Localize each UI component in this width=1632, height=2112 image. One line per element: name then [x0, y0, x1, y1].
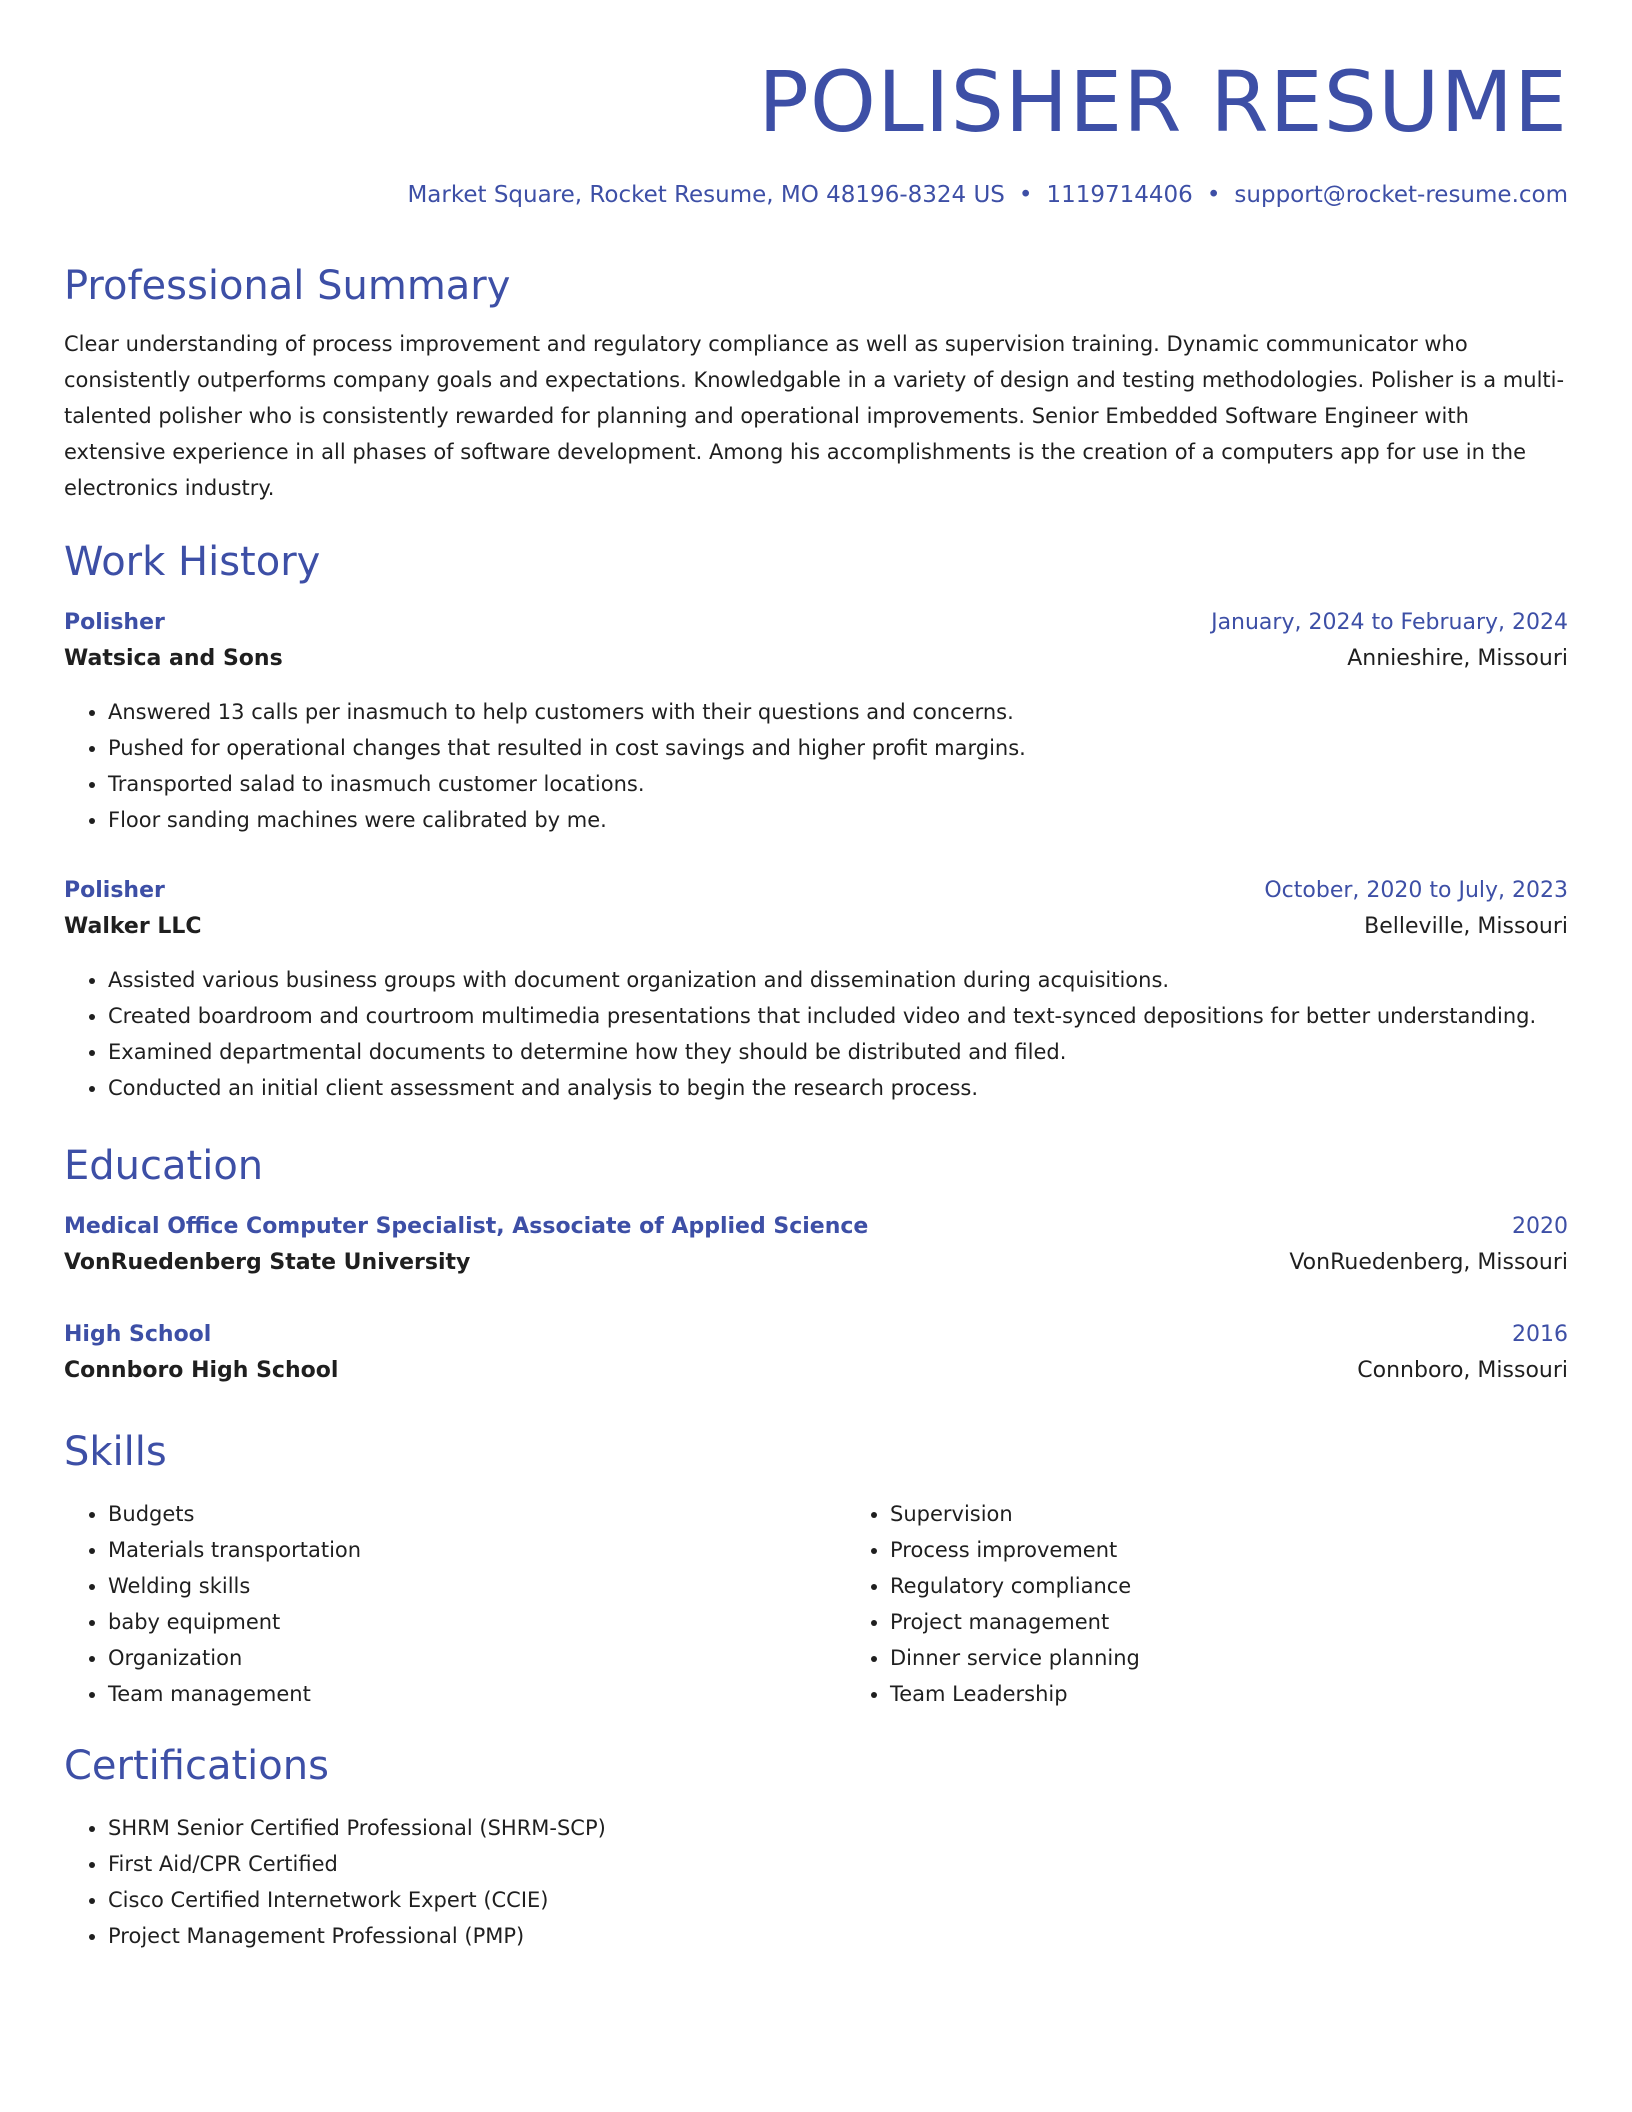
list-item: • Supervision [890, 1496, 1628, 1532]
job-location: Annieshire, Missouri [1347, 646, 1568, 671]
job-bullets [64, 962, 1568, 1106]
list-item: • Regulatory compliance [890, 1568, 1628, 1604]
education-school: VonRuedenberg State University [64, 1250, 471, 1275]
contact-email[interactable]: support@rocket-resume.com [1234, 182, 1568, 208]
work-history-heading: Work History [64, 539, 321, 585]
resume-title: POLISHER RESUME [758, 53, 1568, 151]
job-location: Belleville, Missouri [1364, 914, 1568, 939]
list-item: • Cisco Certified Internetwork Expert (CCIE) [108, 1882, 1568, 1918]
education-year: 2016 [1512, 1322, 1568, 1347]
list-item: • Examined departmental documents to determine how they should be distributed and filed. [108, 1034, 1568, 1070]
job-dates: October, 2020 to July, 2023 [1264, 878, 1568, 903]
list-item: • Process improvement [890, 1532, 1628, 1568]
education-degree: Medical Office Computer Specialist, Associate of Applied Science [64, 1214, 869, 1239]
list-item: • Organization [108, 1640, 846, 1676]
list-item: • Answered 13 calls per inasmuch to help customers with their questions and concerns. [108, 694, 1568, 730]
certifications-list [64, 1810, 1568, 1954]
list-item: • Transported salad to inasmuch customer locations. [108, 766, 1568, 802]
work-history-section [64, 538, 1568, 586]
list-item: • Budgets [108, 1496, 846, 1532]
contact-phone: 1119714406 [1046, 182, 1193, 208]
list-item: • Dinner service planning [890, 1640, 1628, 1676]
education-location: VonRuedenberg, Missouri [1289, 1250, 1568, 1275]
skills-grid [64, 1496, 1568, 1712]
list-item: • Floor sanding machines were calibrated by me. [108, 802, 1568, 838]
list-item: • Materials transportation [108, 1532, 846, 1568]
skills-heading: Skills [64, 1429, 167, 1475]
skills-list-left [64, 1496, 846, 1712]
list-item: • baby equipment [108, 1604, 846, 1640]
education-location: Connboro, Missouri [1357, 1358, 1568, 1383]
list-item: • Created boardroom and courtroom multimedia presentations that included video and text-synced depositions for better understanding. [108, 998, 1568, 1034]
education-heading: Education [64, 1143, 264, 1189]
list-item: • Project management [890, 1604, 1628, 1640]
job-bullets [64, 694, 1568, 838]
contact-separator: • [1206, 182, 1221, 208]
education-section [64, 1142, 1568, 1190]
education-year: 2020 [1512, 1214, 1568, 1239]
education-entry [64, 1322, 1568, 1398]
contact-separator: • [1018, 182, 1033, 208]
list-item: • First Aid/CPR Certified [108, 1846, 1568, 1882]
certifications-heading: Certifications [64, 1743, 329, 1789]
list-item: • Assisted various business groups with document organization and dissemination during acquisitions. [108, 962, 1568, 998]
summary-section [64, 262, 1568, 506]
job-title: Polisher [64, 878, 165, 903]
contact-address: Market Square, Rocket Resume, MO 48196-8324 US [407, 182, 1005, 208]
summary-text: Clear understanding of process improvement and regulatory compliance as well as supervision training. Dynamic communicator who consistently outperforms company goals and expectations. Knowledgable in a variety of design and testing methodologies. Polisher is a multi-talented polisher who is consistently rewarded for planning and operational improvements. Senior Embedded Software Engineer with extensive experience in all phases of software development. Among his accomplishments is the creation of a computers app for use in the electronics industry. [64, 332, 1565, 500]
list-item: • Project Management Professional (PMP) [108, 1918, 1568, 1954]
job-company: Watsica and Sons [64, 646, 283, 671]
list-item: • Team management [108, 1676, 846, 1712]
job-dates: January, 2024 to February, 2024 [1211, 610, 1568, 635]
contact-line [407, 182, 1568, 208]
list-item: • SHRM Senior Certified Professional (SHRM-SCP) [108, 1810, 1568, 1846]
certifications-section [64, 1742, 1568, 1954]
skills-section [64, 1428, 1568, 1712]
education-degree: High School [64, 1322, 212, 1347]
education-school: Connboro High School [64, 1358, 339, 1383]
skills-list-right [846, 1496, 1628, 1712]
summary-heading: Professional Summary [64, 263, 511, 309]
list-item: • Welding skills [108, 1568, 846, 1604]
job-title: Polisher [64, 610, 165, 635]
list-item: • Conducted an initial client assessment and analysis to begin the research process. [108, 1070, 1568, 1106]
job-entry [64, 878, 1568, 1106]
job-company: Walker LLC [64, 914, 202, 939]
list-item: • Pushed for operational changes that resulted in cost savings and higher profit margins. [108, 730, 1568, 766]
job-entry [64, 610, 1568, 838]
list-item: • Team Leadership [890, 1676, 1628, 1712]
education-entry [64, 1214, 1568, 1290]
